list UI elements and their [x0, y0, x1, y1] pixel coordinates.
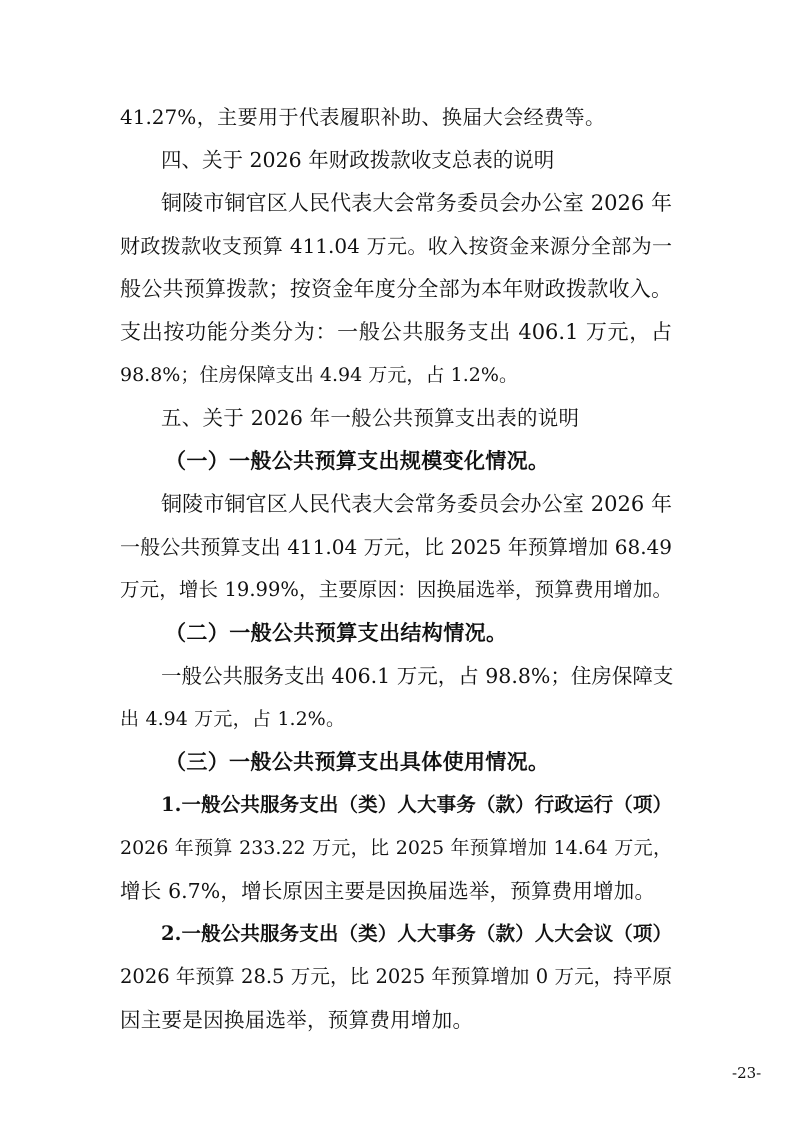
paragraph-line: 般公共预算拨款；按资金年度分全部为本年财政拨款收入。	[120, 277, 672, 301]
paragraph-line: 财政拨款收支预算 411.04 万元。收入按资金来源分全部为一	[120, 234, 672, 258]
paragraph-line: 一般公共服务支出 406.1 万元，占 98.8%；住房保障支	[161, 664, 674, 688]
subsection-heading: （三）一般公共预算支出具体使用情况。	[165, 749, 549, 774]
paragraph-line: 41.27%，主要用于代表履职补助、换届大会经费等。	[120, 105, 605, 129]
subsection-heading: （一）一般公共预算支出规模变化情况。	[165, 448, 549, 473]
paragraph-line: 万元，增长 19.99%，主要原因：因换届选举，预算费用增加。	[120, 578, 672, 601]
paragraph-line: 2026 年预算 233.22 万元，比 2025 年预算增加 14.64 万元，	[120, 837, 672, 859]
paragraph-line: 支出按功能分类分为：一般公共服务支出 406.1 万元，占	[120, 320, 672, 344]
paragraph-line: 98.8%；住房保障支出 4.94 万元，占 1.2%。	[120, 364, 518, 386]
section-heading: 五、关于 2026 年一般公共预算支出表的说明	[161, 406, 579, 430]
paragraph-line: 因主要是因换届选举，预算费用增加。	[120, 1008, 473, 1032]
paragraph-line: 增长 6.7%，增长原因主要是因换届选举，预算费用增加。	[120, 879, 655, 903]
paragraph-line: 2026 年预算 28.5 万元，比 2025 年预算增加 0 万元，持平原	[120, 965, 672, 988]
section-heading: 四、关于 2026 年财政拨款收支总表的说明	[161, 148, 555, 172]
paragraph-line: 铜陵市铜官区人民代表大会常务委员会办公室 2026 年	[161, 492, 672, 516]
subsection-heading: （二）一般公共预算支出结构情况。	[165, 620, 507, 645]
paragraph-line: 铜陵市铜官区人民代表大会常务委员会办公室 2026 年	[161, 191, 672, 215]
paragraph-line: 一般公共预算支出 411.04 万元，比 2025 年预算增加 68.49	[120, 535, 672, 559]
item-heading: 2.一般公共服务支出（类）人大事务（款）人大会议（项）	[161, 922, 672, 945]
page-number: -23-	[732, 1064, 762, 1082]
paragraph-line: 出 4.94 万元，占 1.2%。	[120, 708, 345, 730]
item-heading: 1.一般公共服务支出（类）人大事务（款）行政运行（项）	[161, 793, 672, 816]
